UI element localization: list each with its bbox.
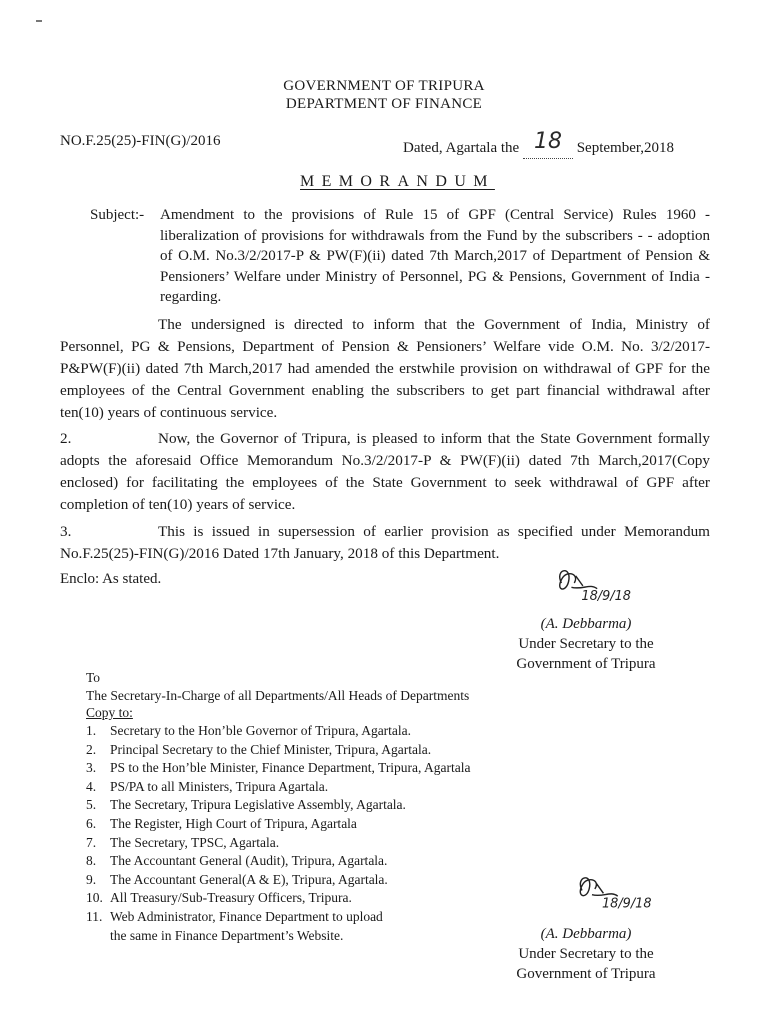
government-heading: GOVERNMENT OF TRIPURA [283,78,485,94]
signature-2-block [496,924,676,984]
copy-to-label: Copy to: [86,705,133,720]
subject-label: Subject:- [90,207,145,223]
signature-2-scribble [562,866,662,917]
memorandum-title: MEMORANDUM [300,173,495,190]
paragraph-3-text: This is issued in supersession of earlier provision as specified under Memorandum No.F.25(25)-FIN(G)/2016 Dated 17th January, 2018 of this Department. [60,523,710,562]
list-item: 4. PS/PA to all Ministers, Tripura Agartala. [86,778,329,794]
copy-to-list [86,722,471,945]
paragraph-2-number: 2. [60,430,72,447]
list-item: 8. The Accountant General (Audit), Tripura, Agartala. [86,853,388,869]
signature-2-date: 18/9/18 [602,896,652,912]
list-item: 11. Web Administrator, Finance Department to upload [86,908,383,924]
list-item: 3. PS to the Hon’ble Minister, Finance Department, Tripura, Agartala [86,760,471,776]
signature-1-block [496,614,676,674]
paragraph-1 [60,314,710,424]
list-item: 7. The Secretary, TPSC, Agartala. [86,834,280,850]
signatory-2-name: (A. Debbarma) [540,926,632,942]
date-line [403,129,674,158]
list-item: 2. Principal Secretary to the Chief Minister, Tripura, Agartala. [86,741,432,757]
signature-1-scribble [540,560,640,611]
scan-mark [36,20,42,22]
date-month-year: September,2018 [576,140,674,156]
list-item: 6. The Register, High Court of Tripura, Agartala [86,815,357,831]
list-item-continuation: the same in Finance Department’s Website. [110,927,344,943]
to-label: To [86,670,101,685]
list-item: 5. The Secretary, Tripura Legislative Assembly, Agartala. [86,797,406,813]
paragraph-2-text: Now, the Governor of Tripura, is pleased to inform that the State Government formally adopts the aforesaid Office Memorandum No.3/2/2017-P & PW(F)(ii) dated 7th March,2017(Copy enclosed) for facilitating the employees of the State Government to seek withdrawal of GPF after completion of ten(10) years of service. [60,430,710,513]
signatory-2-designation: Under Secretary to the [518,946,654,962]
signatory-1-name: (A. Debbarma) [540,616,632,632]
subject-text: Amendment to the provisions of Rule 15 of GPF (Central Service) Rules 1960 - liberalization of provisions for withdrawals from the Fund by the subscribers - - adoption of O.M. No.3/2/2017-P & PW(F)(ii) dated 7th March,2017 of Department of Pension & Pensioners’ Welfare under Ministry of Personnel, PG & Pensions, Government of India - regarding. [160,207,710,305]
paragraph-3 [60,521,710,565]
file-number: NO.F.25(25)-FIN(G)/2016 [60,133,221,149]
paragraph-2 [60,428,710,516]
signature-2-image [562,866,662,912]
list-item: 10. All Treasury/Sub-Treasury Officers, Tripura. [86,890,352,906]
date-prefix: Dated, Agartala the [403,140,520,156]
department-heading: DEPARTMENT OF FINANCE [285,96,483,112]
list-item: 9. The Accountant General(A & E), Tripura, Agartala. [86,871,388,887]
list-item: 1. Secretary to the Hon’ble Governor of Tripura, Agartala. [86,723,412,738]
enclosure-note: Enclo: As stated. [60,571,162,587]
handwritten-day: 18 [523,133,573,158]
to-recipients: The Secretary-In-Charge of all Departments/All Heads of Departments [86,688,470,703]
signature-1-image [540,560,640,606]
signatory-1-organisation: Government of Tripura [516,656,656,672]
paragraph-3-number: 3. [60,523,72,540]
paragraph-1-text: The undersigned is directed to inform that the Government of India, Ministry of Personnel, PG & Pensions, Department of Pension & Pensioners’ Welfare vide O.M. No. 3/2/2017-P&PW(F)(ii) dated 7th March,2017 had amended the erstwhile provision on withdrawal of GPF for the employees of the Central Government enabling the subscribers to get part financial withdrawal after ten(10) years of continuous service. [60,316,710,421]
signatory-2-organisation: Government of Tripura [516,966,656,982]
signature-1-date: 18/9/18 [581,589,631,605]
signatory-1-designation: Under Secretary to the [518,636,654,652]
